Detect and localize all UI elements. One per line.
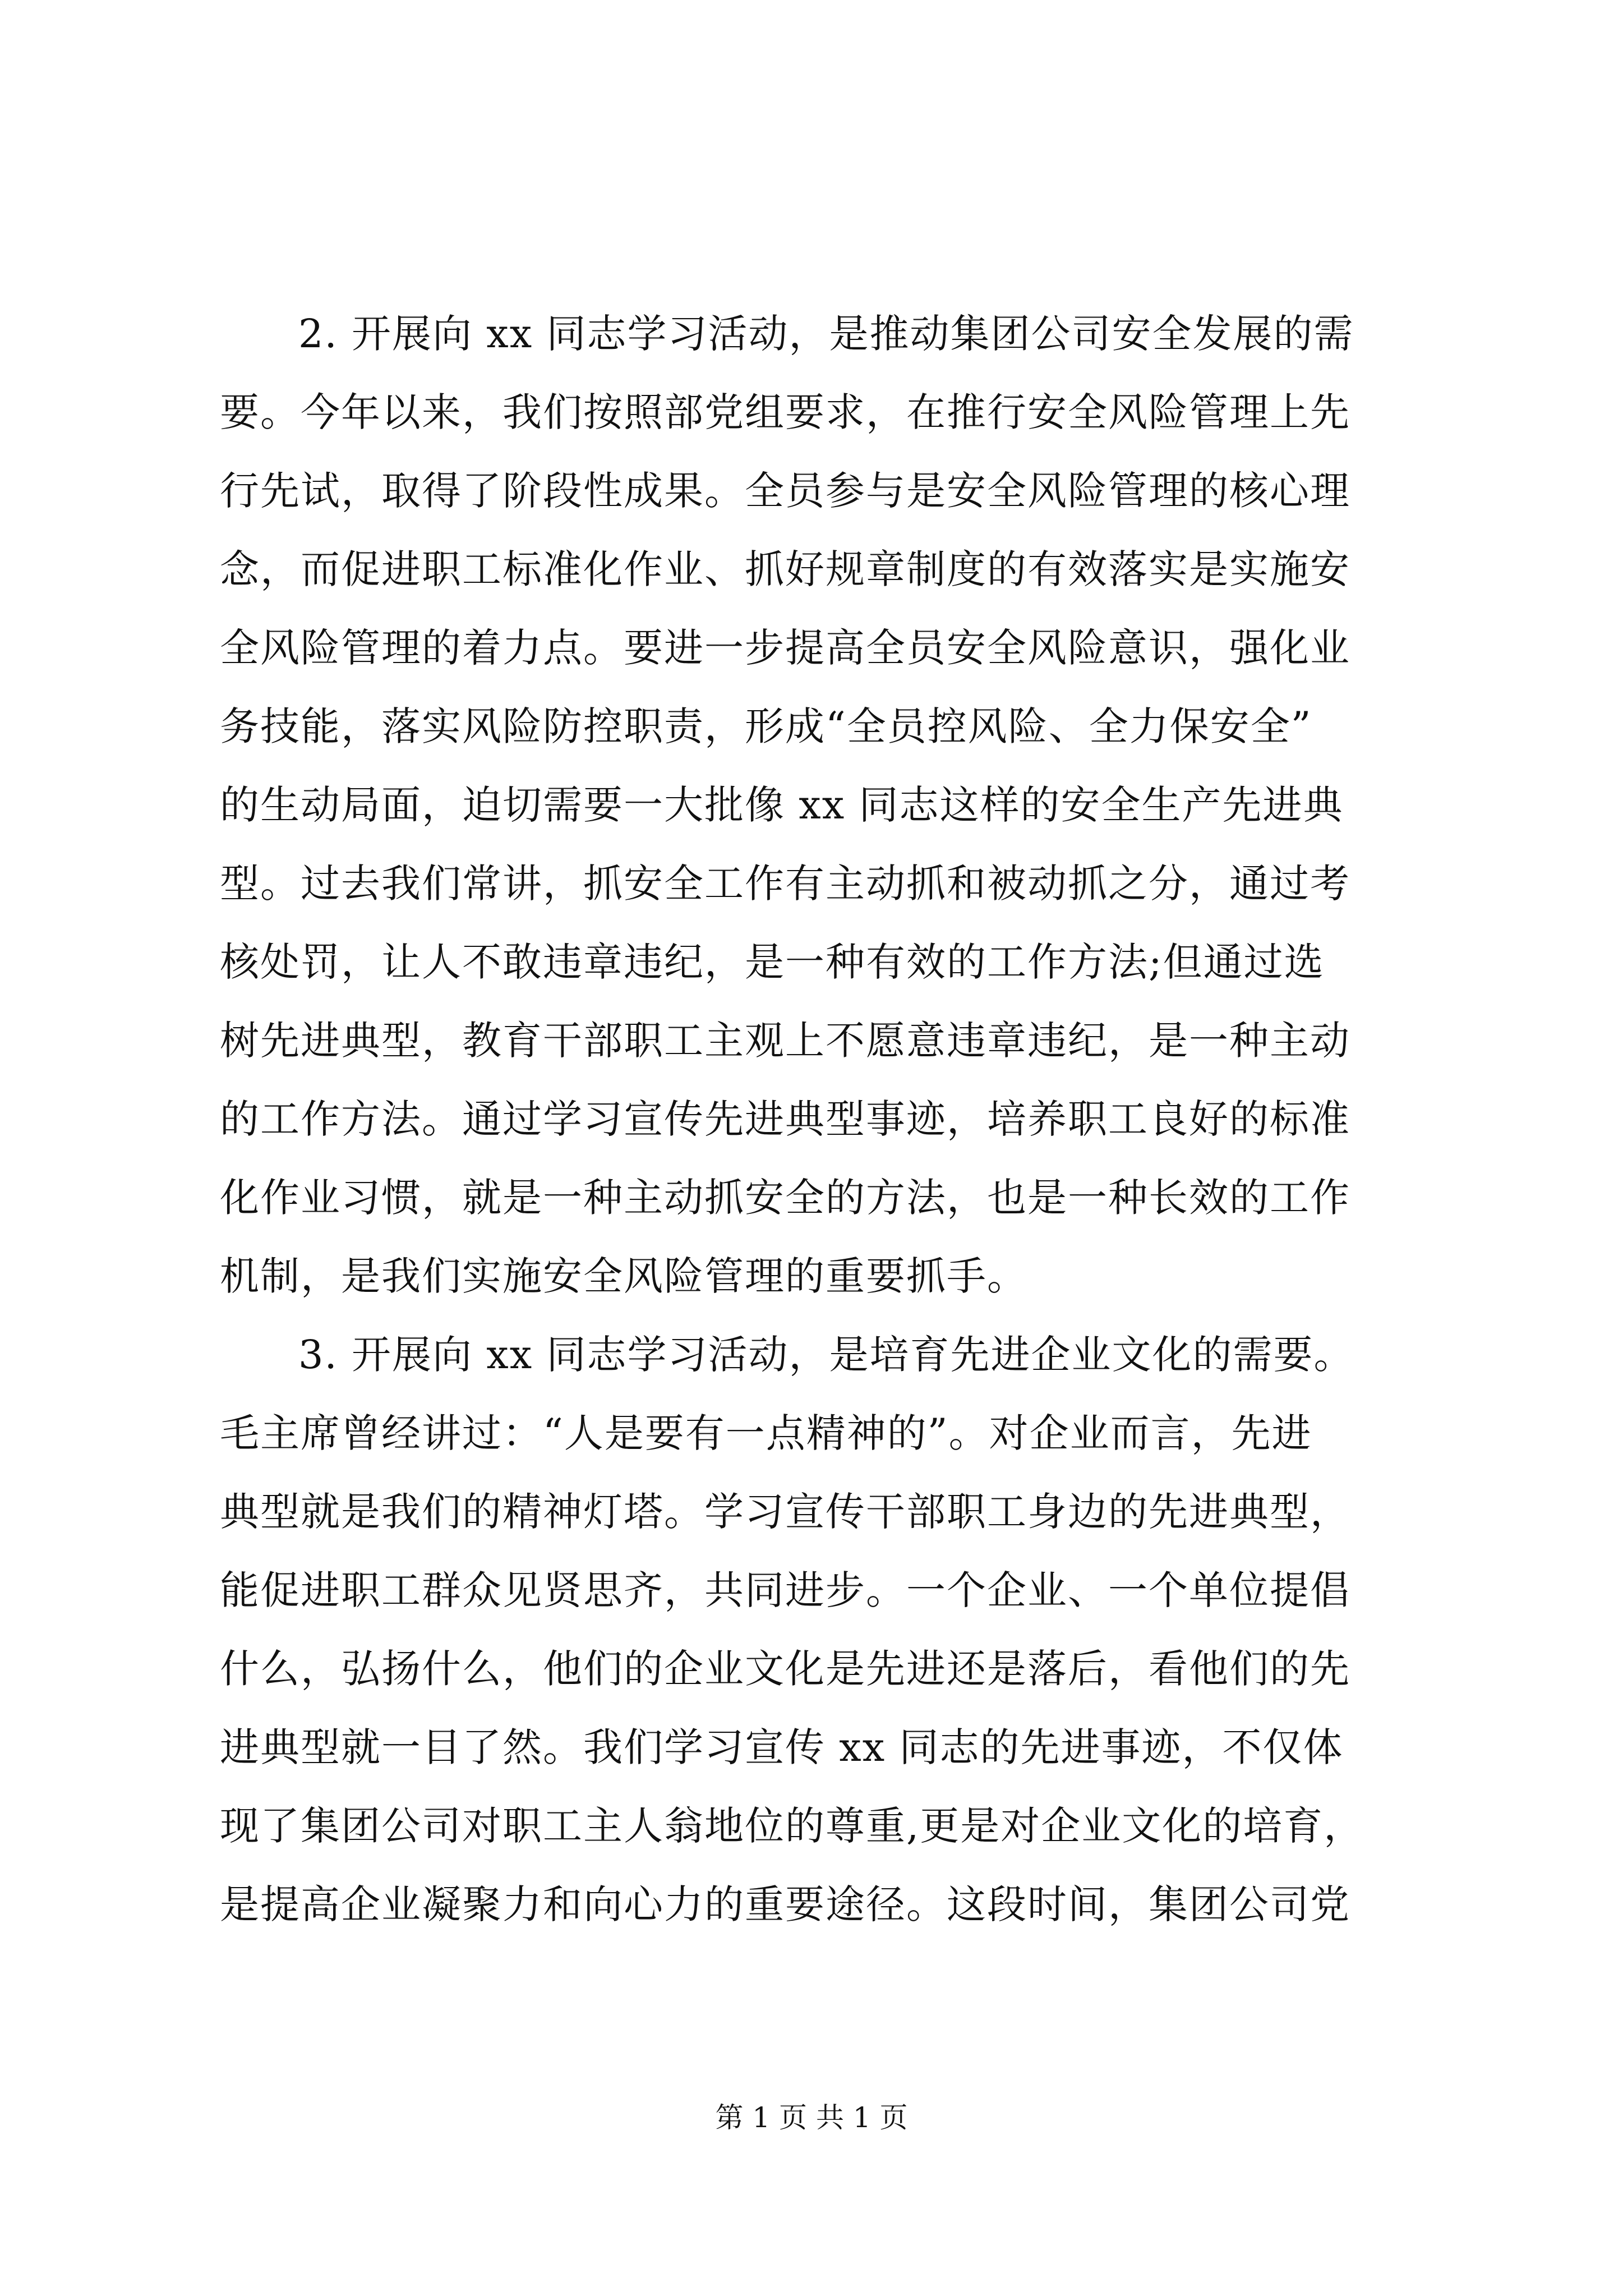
paragraph-2-line-13: 机制，是我们实施安全风险管理的重要抓手。: [220, 1253, 1027, 1299]
paragraph-3-line-4: 能促进职工群众见贤思齐，共同进步。一个企业、一个单位提倡: [220, 1567, 1350, 1613]
paragraph-2-line-6: 务技能，落实风险防控职责，形成“全员控风险、全力保安全”: [220, 703, 1312, 749]
paragraph-2-line-9: 核处罚，让人不敢违章违纪，是一种有效的工作方法;但通过选: [220, 939, 1325, 985]
paragraph-2-line-2: 要。今年以来，我们按照部党组要求，在推行安全风险管理上先: [220, 389, 1350, 435]
document-body: [220, 295, 1406, 1944]
page-number-label: 第 1 页 共 1 页: [715, 2101, 908, 2134]
paragraph-3-line-7: 现了集团公司对职工主人翁地位的尊重,更是对企业文化的培育，: [220, 1803, 1364, 1849]
paragraph-3-line-2: 毛主席曾经讲过：“人是要有一点精神的”。对企业而言，先进: [220, 1410, 1312, 1456]
paragraph-2-line-7: 的生动局面，迫切需要一大批像 xx 同志这样的安全生产先进典: [220, 782, 1344, 828]
page-footer: [0, 2098, 1623, 2137]
paragraph-2-line-1: 2. 开展向 xx 同志学习活动，是推动集团公司安全发展的需: [298, 311, 1354, 357]
paragraph-3-line-1: 3. 开展向 xx 同志学习活动，是培育先进企业文化的需要。: [298, 1332, 1354, 1378]
paragraph-2-line-3: 行先试，取得了阶段性成果。全员参与是安全风险管理的核心理: [220, 468, 1350, 514]
paragraph-2-line-5: 全风险管理的着力点。要进一步提高全员安全风险意识，强化业: [220, 625, 1350, 671]
paragraph-3-line-5: 什么，弘扬什么，他们的企业文化是先进还是落后，看他们的先: [220, 1646, 1350, 1692]
paragraph-3-line-8: 是提高企业凝聚力和向心力的重要途径。这段时间，集团公司党: [220, 1881, 1350, 1927]
paragraph-3-line-3: 典型就是我们的精神灯塔。学习宣传干部职工身边的先进典型，: [220, 1489, 1350, 1535]
paragraph-2-line-10: 树先进典型，教育干部职工主观上不愿意违章违纪，是一种主动: [220, 1018, 1350, 1064]
paragraph-3-line-6: 进典型就一目了然。我们学习宣传 xx 同志的先进事迹，不仅体: [220, 1724, 1344, 1770]
paragraph-2-line-12: 化作业习惯，就是一种主动抓安全的方法，也是一种长效的工作: [220, 1175, 1350, 1221]
paragraph-2-line-11: 的工作方法。通过学习宣传先进典型事迹，培养职工良好的标准: [220, 1096, 1350, 1142]
paragraph-2-line-4: 念，而促进职工标准化作业、抓好规章制度的有效落实是实施安: [220, 546, 1350, 592]
paragraph-2-line-8: 型。过去我们常讲，抓安全工作有主动抓和被动抓之分，通过考: [220, 861, 1350, 907]
